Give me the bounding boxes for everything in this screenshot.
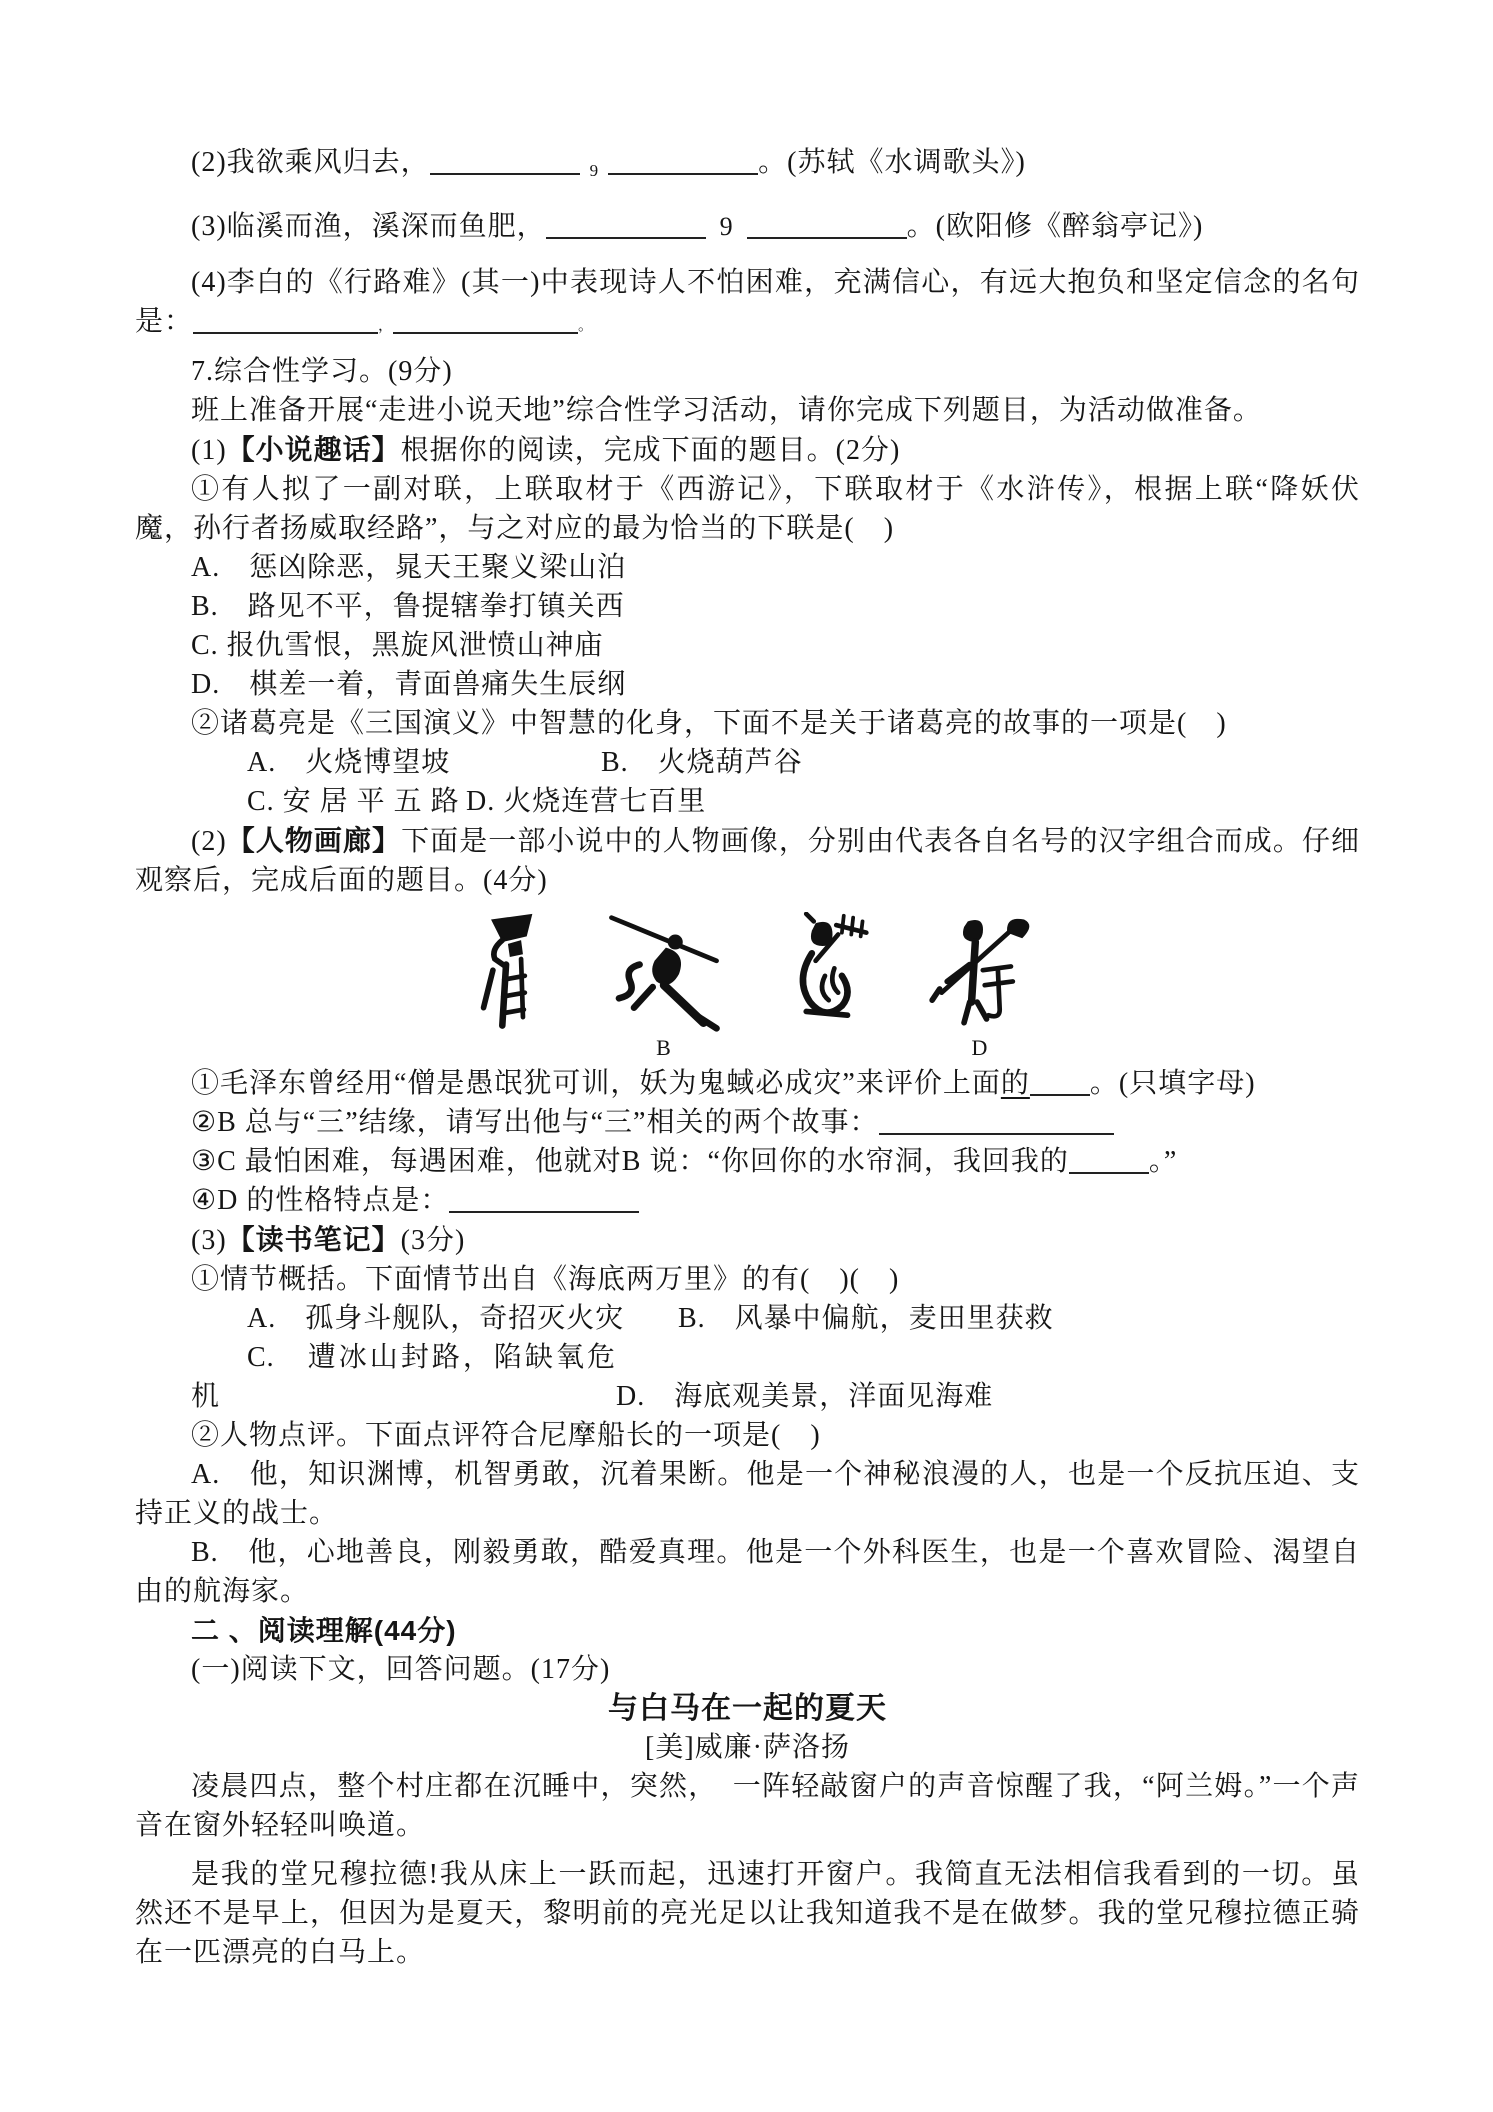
- answer-blank: [430, 151, 580, 175]
- q6-item2-text: (2)我欲乘风归去，: [191, 147, 430, 178]
- q7-part3-sub1-option-c: C. 遭冰山封路，陷缺氧危机: [191, 1342, 616, 1412]
- q7-part3-sub1-option-a: A. 孤身斗舰队，奇招灭火灾: [247, 1303, 625, 1334]
- q7-part2-sub1: [135, 1064, 1360, 1103]
- q7-part1-num: (1): [191, 435, 227, 466]
- tang-monk-calligraphy-image: [463, 912, 551, 1034]
- q6-item3-sep: 9: [719, 212, 733, 241]
- figure-label-d: D: [971, 1035, 988, 1060]
- bajie-calligraphy-image: [777, 912, 873, 1034]
- q7-part3-sub1-row2: [135, 1338, 1360, 1416]
- q7-part2-sub1-text: ①毛泽东曾经用“僧是愚氓犹可训，妖为鬼蜮必成灾”来评价上面: [191, 1068, 1001, 1099]
- q7-part1-option-d: D. 棋差一着，青面兽痛失生辰纲: [191, 669, 627, 700]
- q6-item4-text: (4)李白的《行路难》(其一)中表现诗人不怕困难，充满信心，有远大抱负和坚定信念的名句是：: [135, 267, 1360, 337]
- wukong-calligraphy-image: [605, 912, 723, 1034]
- section2-heading: 二 、阅读理解(44分): [191, 1615, 457, 1646]
- q7-part1-sub2-option-d: D. 火烧连营七百里: [466, 786, 707, 817]
- q7-part1-sub2-row2: [135, 782, 1360, 821]
- q7-part2-sub2-text: ②B 总与“三”结缘，请写出他与“三”相关的两个故事：: [191, 1107, 879, 1138]
- q7-part3-sub2: ②人物点评。下面点评符合尼摩船长的一项是( ): [191, 1420, 821, 1451]
- q7-part3-tag: 【读书笔记】: [226, 1224, 401, 1255]
- q6-item-2: [135, 143, 1360, 190]
- q7-part2-title: [135, 821, 1360, 900]
- q7-part1-option-c: C. 报仇雪恨，黑旋风泄愤山神庙: [191, 630, 604, 661]
- q7-part1-sub1: ①有人拟了一副对联，上联取材于《西游记》，下联取材于《水浒传》，根据上联“降妖伏魔，孙行者扬威取经路”，与之对应的最为恰当的下联是( ): [135, 474, 1360, 544]
- q6-item3-text: (3)临溪而渔，溪深而鱼肥，: [191, 211, 546, 242]
- answer-blank: [1030, 1072, 1090, 1096]
- q7-part2-tag: 【人物画廊】: [226, 825, 402, 856]
- q7-part1-option-a: A. 惩凶除恶，晁天王聚义梁山泊: [191, 552, 627, 583]
- q7-part2-sub3-end: 。”: [1148, 1146, 1178, 1177]
- q6-item3-source: 。(欧阳修《醉翁亭记》): [906, 211, 1204, 242]
- q7-part3-sub1: ①情节概括。下面情节出自《海底两万里》的有( )( ): [191, 1264, 900, 1295]
- q6-item-4: [135, 263, 1360, 346]
- q6-item4-end: 。: [578, 318, 594, 334]
- q7-part2-sub3: [135, 1142, 1360, 1181]
- q7-part1-option-b: B. 路见不平，鲁提辖拳打镇关西: [191, 591, 625, 622]
- answer-blank: [546, 215, 706, 239]
- character-portraits-figure: [135, 912, 1360, 1062]
- q7-part2-sub4: [135, 1181, 1360, 1220]
- q6-item2-sep: 9: [589, 161, 599, 180]
- q7-part1-tag: 【小说趣话】: [226, 434, 401, 465]
- q7-part3-sub1-option-d: D. 海底观美景，洋面见海难: [616, 1381, 994, 1412]
- answer-blank: [393, 310, 578, 334]
- q7-part2-sub1-end: 。(只填字母): [1089, 1068, 1256, 1099]
- q7-title: 7.综合性学习。(9分): [191, 356, 453, 387]
- q7-part2-rest: 下面是一部小说中的人物画像，分别由代表各自名号的汉字组合而成。仔细观察后，完成后面的题目。(4分): [135, 826, 1360, 896]
- figure-character-2: [605, 912, 723, 1062]
- essay-author: [美]威廉·萨洛扬: [645, 1732, 850, 1763]
- q7-part3-sub1-option-b: B. 风暴中偏航，麦田里获救: [678, 1303, 1054, 1334]
- q7-intro: 班上准备开展“走进小说天地”综合性学习活动，请你完成下列题目，为活动做准备。: [191, 395, 1262, 426]
- q7-part3-sub2-option-a: A. 他，知识渊博，机智勇敢，沉着果断。他是一个神秘浪漫的人，也是一个反抗压迫、支持正义的战士。: [135, 1459, 1360, 1529]
- section2-sub-heading: (一)阅读下文，回答问题。(17分): [191, 1654, 611, 1685]
- q7-part3-title: [135, 1220, 1360, 1260]
- q7-part3-num: (3): [191, 1225, 227, 1256]
- answer-blank: [449, 1189, 639, 1213]
- q7-part1-rest: 根据你的阅读，完成下面的题目。(2分): [400, 435, 901, 466]
- q7-part1-sub2-option-c: C. 安 居 平 五 路: [247, 786, 460, 817]
- essay-paragraph-2: 是我的堂兄穆拉德!我从床上一跃而起，迅速打开窗户。我简直无法相信我看到的一切。虽然还不是早上，但因为是夏天，黎明前的亮光足以让我知道我不是在做梦。我的堂兄穆拉德正骑在一匹漂亮的白马上。: [135, 1859, 1360, 1968]
- q7-part2-sub3-text: ③C 最怕困难，每遇困难，他就对B 说：“你回你的水帘洞，我回我的: [191, 1146, 1069, 1177]
- figure-character-4: [927, 912, 1033, 1062]
- q7-part1-sub2: ②诸葛亮是《三国演义》中智慧的化身，下面不是关于诸葛亮的故事的一项是( ): [191, 708, 1227, 739]
- q7-part2-num: (2): [191, 826, 227, 857]
- q7-part2-sub2: [135, 1103, 1360, 1142]
- q7-part2-sub1-de: 的: [1000, 1068, 1030, 1099]
- answer-blank: [879, 1111, 1114, 1135]
- figure-label-b: B: [656, 1035, 671, 1060]
- q7-part1-sub2-option-b: B. 火烧葫芦谷: [601, 747, 803, 778]
- q7-part1-sub2-row1: [135, 743, 1360, 782]
- q7-part1-sub2-option-a: A. 火烧博望坡: [247, 747, 451, 778]
- q6-item2-source: 。(苏轼《水调歌头》): [758, 147, 1026, 178]
- q7-part1-title: [135, 430, 1360, 470]
- essay-title: 与白马在一起的夏天: [608, 1692, 887, 1725]
- figure-character-1: [463, 912, 551, 1062]
- answer-blank: [1069, 1150, 1149, 1174]
- figure-character-3: [777, 912, 873, 1062]
- q6-item4-sep: ，: [378, 318, 394, 334]
- q7-part3-sub1-row1: [135, 1299, 1360, 1338]
- answer-blank: [747, 215, 907, 239]
- wujing-calligraphy-image: [927, 912, 1033, 1034]
- q6-item-3: [135, 207, 1360, 246]
- q7-part2-sub4-text: ④D 的性格特点是：: [191, 1185, 450, 1216]
- answer-blank: [193, 310, 378, 334]
- answer-blank: [608, 151, 758, 175]
- q7-part3-sub2-option-b: B. 他，心地善良，刚毅勇敢，酷爱真理。他是一个外科医生，也是一个喜欢冒险、渴望自由的航海家。: [135, 1537, 1360, 1607]
- essay-paragraph-1: 凌晨四点，整个村庄都在沉睡中，突然， 一阵轻敲窗户的声音惊醒了我，“阿兰姆。”一个声音在窗外轻轻叫唤道。: [135, 1771, 1360, 1841]
- q7-part3-rest: (3分): [400, 1225, 466, 1256]
